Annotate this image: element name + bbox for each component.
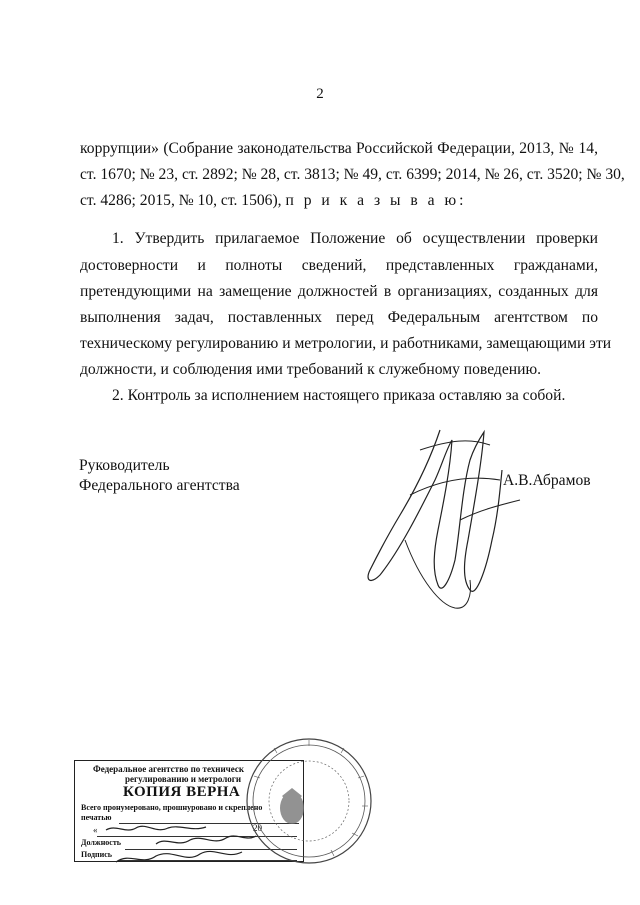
item1-line-5: техническому регулированию и метрологии, и работниками, замещающими эти: [80, 335, 612, 352]
stamp-note-line-2: печатью: [81, 813, 112, 822]
item1-line-1: 1. Утвердить прилагаемое Положение об осуществлении проверки: [112, 230, 598, 247]
item1-line-6: должности, и соблюдения ими требований к служебному поведению.: [80, 361, 541, 378]
stamp-position-label: Должность: [81, 838, 122, 847]
stamp-agency-line-2: регулированию и метрологи: [125, 774, 242, 784]
item1-line-3: претендующими на замещение должностей в организациях, созданных для: [80, 283, 598, 300]
stamp-date-open: «: [93, 825, 98, 835]
stamp-sign-label: Подпись: [81, 850, 113, 859]
position-line-2: Федерального агентства: [79, 477, 240, 494]
item1-line-4: выполнения задач, поставленных перед Федеральным агентством по: [80, 309, 598, 326]
intro-line-3-text: ст. 4286; 2015, № 10, ст. 1506),: [80, 192, 282, 209]
order-word: п р и к а з ы в а ю:: [285, 192, 467, 209]
item1-line-2: достоверности и полноты сведений, представленных гражданами,: [80, 257, 598, 274]
stamp-note-line-1: Всего пронумеровано, прошнуровано и скреплено: [81, 803, 263, 812]
stamp-agency-line-1: Федеральное агентство по техническ: [93, 764, 245, 774]
intro-line-2: ст. 1670; № 23, ст. 2892; № 28, ст. 3813; № 49, ст. 6399; 2014, № 26, ст. 3520; № 30,: [80, 166, 625, 183]
position-line-1: Руководитель: [79, 457, 170, 474]
signer-name: А.В.Абрамов: [503, 472, 591, 489]
stamp-year: 20: [253, 823, 262, 833]
intro-line-1: коррупции» (Собрание законодательства Российской Федерации, 2013, № 14,: [80, 140, 598, 157]
handwritten-signature: [360, 420, 530, 610]
signer-position: [79, 456, 240, 496]
item2-line: 2. Контроль за исполнением настоящего приказа оставляю за собой.: [112, 387, 566, 404]
intro-line-3: [80, 192, 466, 210]
handwritten-stamp-fill: [96, 822, 316, 872]
page-number: 2: [316, 86, 324, 102]
stamp-title: КОПИЯ ВЕРНА: [123, 784, 241, 800]
